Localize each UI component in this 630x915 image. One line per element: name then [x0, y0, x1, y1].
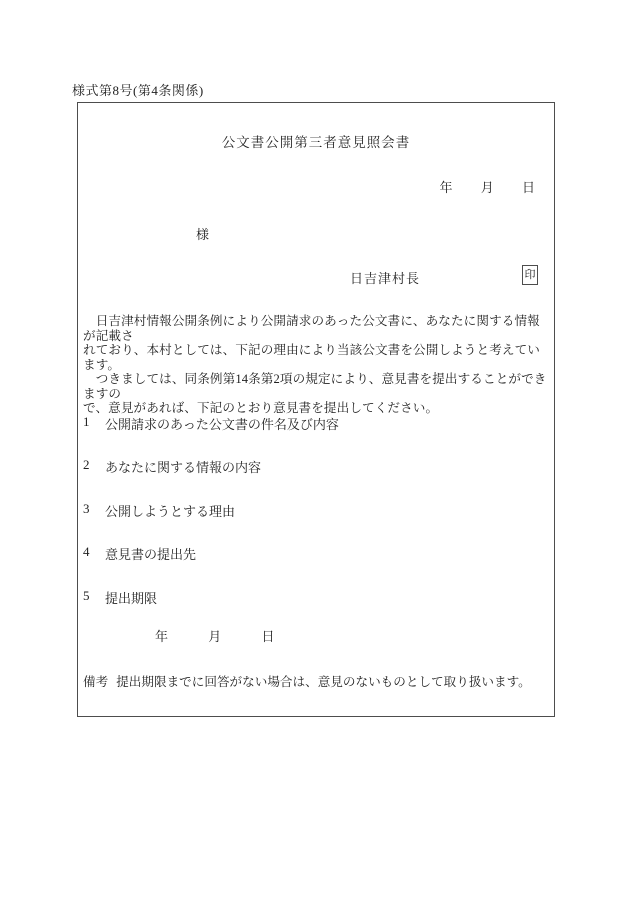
sender-row	[78, 265, 554, 287]
item-reason-for-disclosure	[83, 501, 235, 520]
body-line: れており、本村としては、下記の理由により当該公文書を公開しようと考えています。	[83, 343, 540, 372]
deadline-year-label: 年	[155, 629, 169, 644]
remarks-label: 備考	[83, 675, 109, 689]
deadline-day-label: 日	[261, 629, 275, 644]
seal-placeholder-mark: 印	[522, 265, 538, 285]
deadline-month-label: 月	[208, 629, 222, 644]
issue-date-month-label: 月	[480, 180, 494, 195]
addressee-suffix-label: 様	[196, 227, 210, 242]
body-line: 日吉津村情報公開条例により公開請求のあった公文書に、あなたに関する情報が記載さ	[83, 314, 540, 343]
issue-date-year-label: 年	[439, 180, 453, 195]
item-label: 意見書の提出先	[105, 547, 197, 562]
sender-title: 日吉津村長	[350, 271, 421, 286]
deadline-date-line	[155, 626, 275, 645]
form-number-label: 様式第8号(第4条関係)	[72, 83, 204, 98]
item-number: 4	[83, 544, 90, 559]
item-label: 公開しようとする理由	[105, 504, 236, 519]
issue-date-day-label: 日	[521, 180, 535, 195]
item-number: 5	[83, 588, 90, 603]
item-submission-destination	[83, 544, 196, 563]
body-line: で、意見があれば、下記のとおり意見書を提出してください。	[83, 401, 439, 415]
item-number: 1	[83, 414, 90, 429]
item-subject-of-request	[83, 414, 339, 433]
item-label: あなたに関する情報の内容	[105, 460, 262, 475]
issue-date-line	[439, 177, 535, 196]
remarks-text: 提出期限までに回答がない場合は、意見のないものとして取り扱います。	[116, 675, 531, 689]
item-label: 提出期限	[105, 591, 158, 606]
body-paragraph	[83, 314, 549, 416]
item-information-about-you	[83, 457, 261, 476]
item-label: 公開請求のあった公文書の件名及び内容	[105, 417, 339, 432]
item-submission-deadline	[83, 588, 157, 607]
item-number: 3	[83, 501, 90, 516]
remarks-row	[83, 671, 549, 690]
form-border-box	[77, 102, 555, 717]
document-title: 公文書公開第三者意見照会書	[221, 135, 411, 150]
item-number: 2	[83, 457, 90, 472]
body-line: つきましては、同条例第14条第2項の規定により、意見書を提出することができますの	[83, 372, 547, 401]
